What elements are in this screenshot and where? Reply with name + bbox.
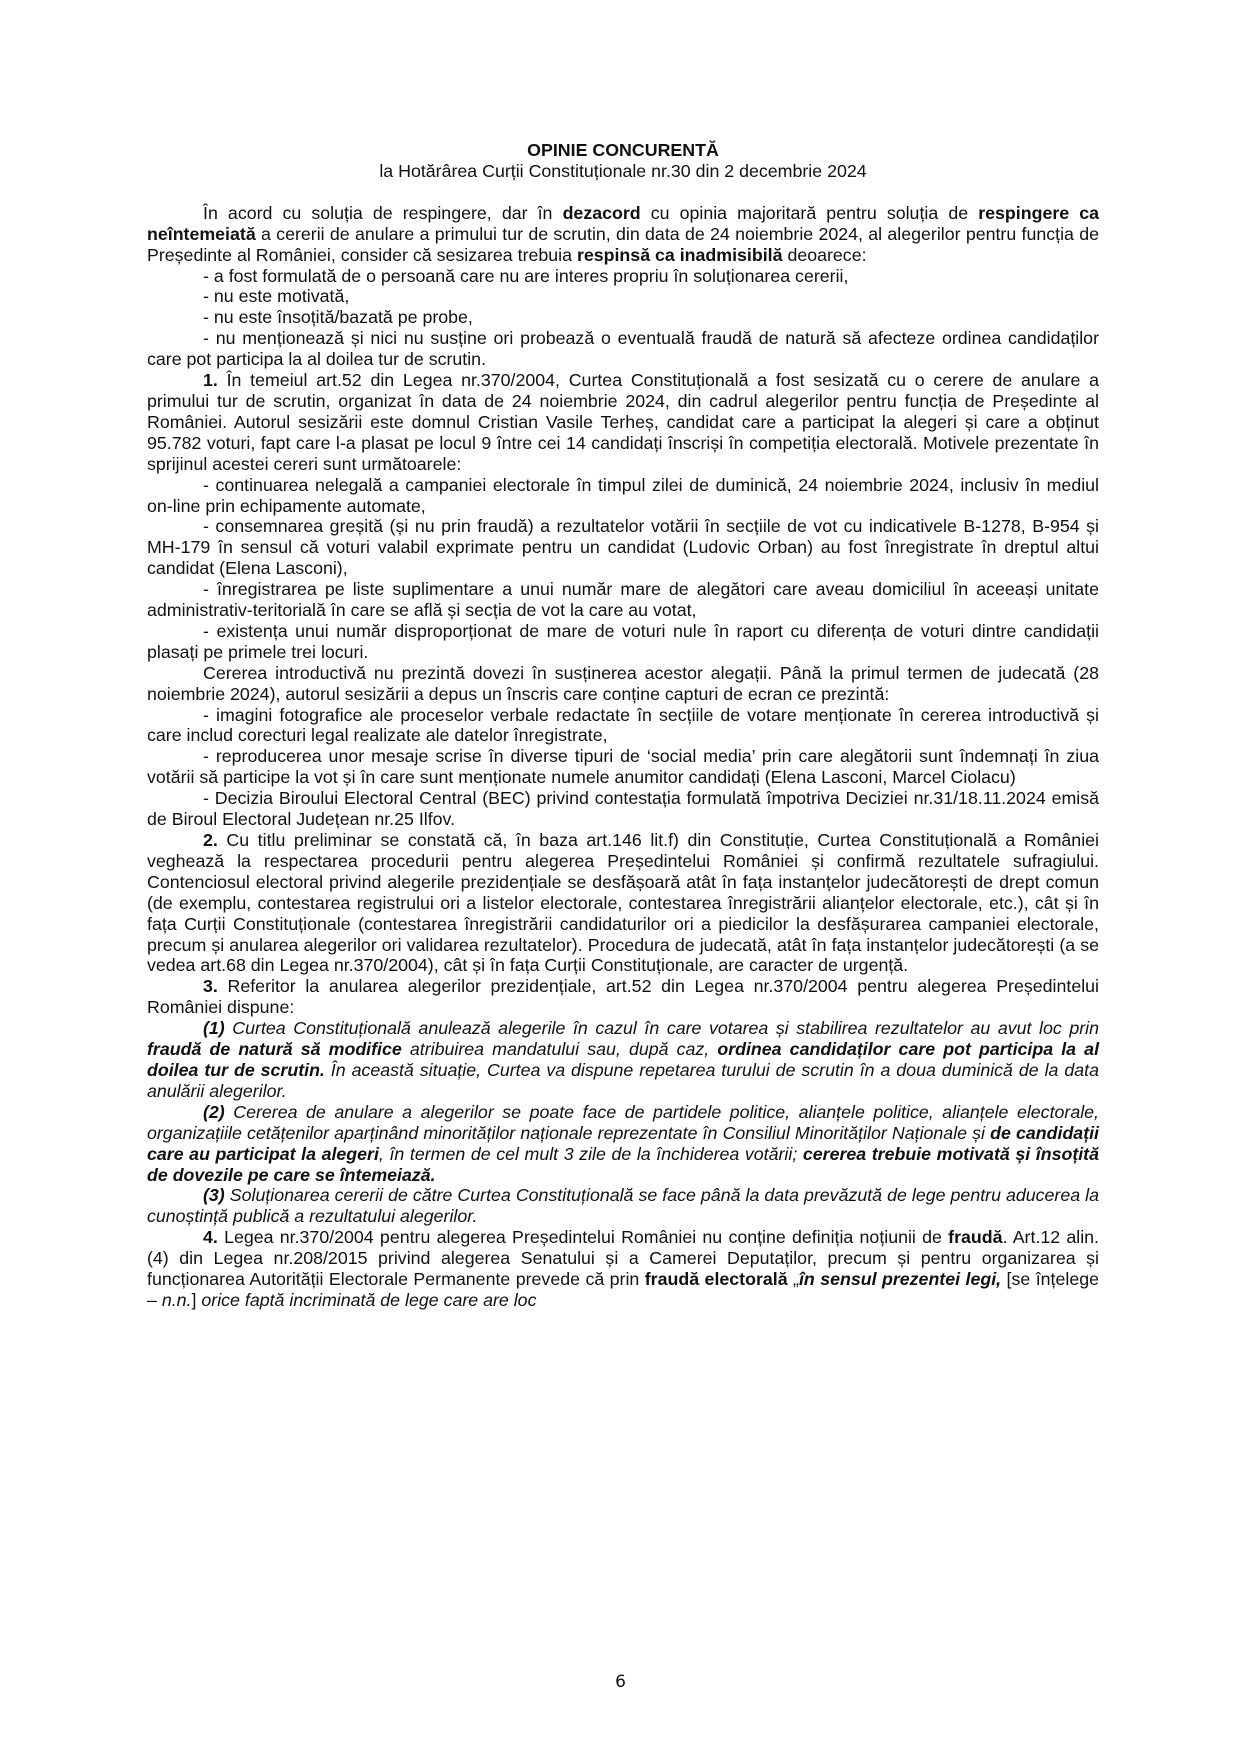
quote-text: , în termen de cel mult 3 zile de la închiderea votării;	[378, 1143, 803, 1164]
intro-text: a cererii de anulare a primului tur de scrutin, din data de 24 noiembrie 2024, al alegerilor pentru funcția de Președinte al României, consider că sesizarea trebuia	[147, 223, 1099, 265]
section-number: 2.	[203, 830, 218, 850]
quote-bold: ordinea candidaților care pot participa la al doilea tur de scrutin.	[147, 1039, 1100, 1080]
law-quote-paragraph-2	[147, 1102, 1099, 1186]
evidence-item: - imagini fotografice ale proceselor verbale redactate în secțiile de votare menționate în cererea introductivă și care includ corecturi legal realizate ale datelor înregistrate,	[147, 704, 1099, 746]
intro-paragraph	[147, 203, 1099, 266]
section-text: . Art.12 alin.(4) din Legea nr.208/2015 privind alegerea Senatului și a Camerei Deputaților, precum și pentru organizarea și funcționarea Autorității Electorale Permanente prevede că prin	[147, 1227, 1099, 1290]
law-quote-paragraph-3	[147, 1185, 1099, 1227]
quote-bold: de candidații care au participat la alegeri	[147, 1122, 1099, 1164]
section-text: Legea nr.370/2004 pentru alegerea Președintelui României nu conține definiția noțiunii de	[217, 1227, 949, 1248]
quote-bold: cererea trebuie motivată și însoțită de dovezile pe care se întemeiază.	[147, 1143, 1099, 1185]
section-number: 1.	[203, 370, 218, 391]
section-italic: n.n.	[161, 1289, 192, 1310]
section-1-item: - consemnarea greșită (și nu prin fraudă) a rezultatelor votării în secțiile de vot cu indicativele B-1278, B-954 și MH-179 în sensul că voturi valabil exprimate pentru un candidat (Ludovic Orban) au fost înregistrate în dreptul altui candidat (Elena Lasconi),	[147, 516, 1099, 579]
section-2-paragraph	[147, 830, 1099, 976]
quote-number: (2)	[203, 1101, 225, 1122]
section-1-item: - existența unui număr disproporționat de mare de voturi nule în raport cu diferența de voturi dintre candidații plasați pe primele trei locuri.	[147, 620, 1099, 662]
reason-item: - nu este motivată,	[203, 286, 350, 307]
quote-text: Cererea de anulare a alegerilor se poate face de partidele politice, alianțele politice, alianțele electorale, organizațiile cetățenilor aparținând minorităților naționale reprezentate în Consiliul Minorităților Naționale și	[147, 1101, 1099, 1143]
section-number: 3.	[203, 976, 218, 997]
section-text: „	[787, 1269, 799, 1290]
section-3-paragraph	[147, 976, 1099, 1018]
quote-number: (3)	[203, 1185, 225, 1206]
quote-text: Curtea Constituțională anulează alegerile în cazul în care votarea și stabilirea rezultatelor au avut loc prin	[224, 1018, 1099, 1039]
intro-text: cu opinia majoritară pentru soluția de	[640, 202, 979, 223]
section-text: [se înțelege –	[147, 1269, 1099, 1310]
section-1-item: - continuarea nelegală a campaniei electorale în timpul zilei de duminică, 24 noiembrie 2024, inclusiv în mediul on-line prin echipamente automate,	[147, 474, 1099, 516]
quote-text: atribuirea mandatului sau, după caz,	[401, 1039, 718, 1060]
section-text: Cu titlu preliminar se constată că, în baza art.146 lit.f) din Constituție, Curtea Constituțională a României veghează la respectarea procedurii pentru alegerea Președintelui României și confirmă rezultatele sufragiului. Contenciosul electoral privind alegerile prezidențiale se desfășoară atât în fața instanțelor judecătorești de drept comun (de exemplu, contestarea registrului ori a listelor electorale, contestarea înregistrării alianțelor electorale, etc.), cât și în fața Curții Constituționale (contestarea înregistrării candidaturilor ori a piedicilor la desfășurarea campaniei electorale, precum și anularea alegerilor ori validarea rezultatelor). Procedura de judecată, atât în fața instanțelor judecătorești (a se vedea art.68 din Legea nr.370/2004), cât și în fața Curții Constituționale, are caracter de urgență.	[147, 830, 1099, 976]
intro-text: deoarece:	[782, 244, 867, 265]
reason-item: - a fost formulată de o persoană care nu are interes propriu în soluționarea cererii,	[203, 265, 849, 286]
section-text: Referitor la anularea alegerilor prezidențiale, art.52 din Legea nr.370/2004 pentru alegerea Președintelui României dispune:	[147, 976, 1099, 1018]
page-number: 6	[615, 1672, 626, 1692]
document-title: OPINIE CONCURENTĂ	[527, 140, 719, 160]
intro-bold: respingere ca neîntemeiată	[147, 202, 1100, 244]
quote-text: Soluționarea cererii de către Curtea Constituțională se face până la data prevăzută de lege pentru aducerea la cunoștință publică a rezultatului alegerilor.	[147, 1185, 1099, 1227]
section-bold: fraudă electorală	[644, 1269, 788, 1290]
reason-item: - nu menționează și nici nu susține ori probează o eventuală fraudă de natură să afecteze ordinea candidaților care pot participa la al doilea tur de scrutin.	[147, 328, 1099, 370]
document-subtitle: la Hotărârea Curții Constituționale nr.30 din 2 decembrie 2024	[379, 160, 867, 181]
law-quote-paragraph-1	[147, 1018, 1099, 1102]
quote-number: (1)	[203, 1018, 225, 1039]
intro-bold: respinsă ca inadmisibilă	[576, 244, 783, 265]
section-italic: orice faptă incriminată de lege care are loc	[201, 1289, 537, 1310]
evidence-item: - reproducerea unor mesaje scrise în diverse tipuri de ‘social media’ prin care alegătorii sunt îndemnați în ziua votării să participe la vot și în care sunt menționate numele anumitor candidați (Elena Lasconi, Marcel Ciolacu)	[147, 746, 1099, 788]
document-page	[147, 140, 1099, 1311]
intro-bold: dezacord	[562, 202, 641, 223]
section-4-paragraph	[147, 1227, 1099, 1311]
intro-text: În acord cu soluția de respingere, dar în	[203, 202, 563, 223]
section-1-item: - înregistrarea pe liste suplimentare a unui număr mare de alegători care aveau domiciliul în aceeași unitate administrativ-teritorială în care se află și secția de vot la care au votat,	[147, 579, 1099, 621]
quote-bold: fraudă de natură să modifice	[147, 1039, 402, 1060]
reason-item: - nu este însoțită/bazată pe probe,	[203, 307, 473, 328]
section-number: 4.	[203, 1227, 218, 1248]
section-bold-italic: în sensul prezentei legi,	[798, 1269, 1002, 1290]
quote-text: În această situație, Curtea va dispune repetarea turului de scrutin în a doua duminică de la data anulării alegerilor.	[147, 1059, 1099, 1101]
section-1-paragraph	[147, 370, 1099, 475]
section-bold: fraudă	[948, 1227, 1003, 1248]
evidence-intro: Cererea introductivă nu prezintă dovezi în susținerea acestor alegații. Până la primul termen de judecată (28 noiembrie 2024), autorul sesizării a depus un înscris care conține capturi de ecran ce prezintă:	[147, 662, 1099, 704]
section-text: În temeiul art.52 din Legea nr.370/2004, Curtea Constituțională a fost sesizată cu o cerere de anulare a primului tur de scrutin, organizat în data de 24 noiembrie 2024, din cadrul alegerilor pentru funcția de Președinte al României. Autorul sesizării este domnul Cristian Vasile Terheș, candidat care a participat la alegeri și care a obținut 95.782 voturi, fapt care l-a plasat pe locul 9 între cei 14 candidați înscriși în competiția electorală. Motivele prezentate în sprijinul acestei cereri sunt următoarele:	[147, 370, 1099, 474]
evidence-item: - Decizia Biroului Electoral Central (BEC) privind contestația formulată împotriva Deciziei nr.31/18.11.2024 emisă de Biroul Electoral Județean nr.25 Ilfov.	[147, 788, 1099, 830]
section-text: ]	[191, 1289, 202, 1310]
